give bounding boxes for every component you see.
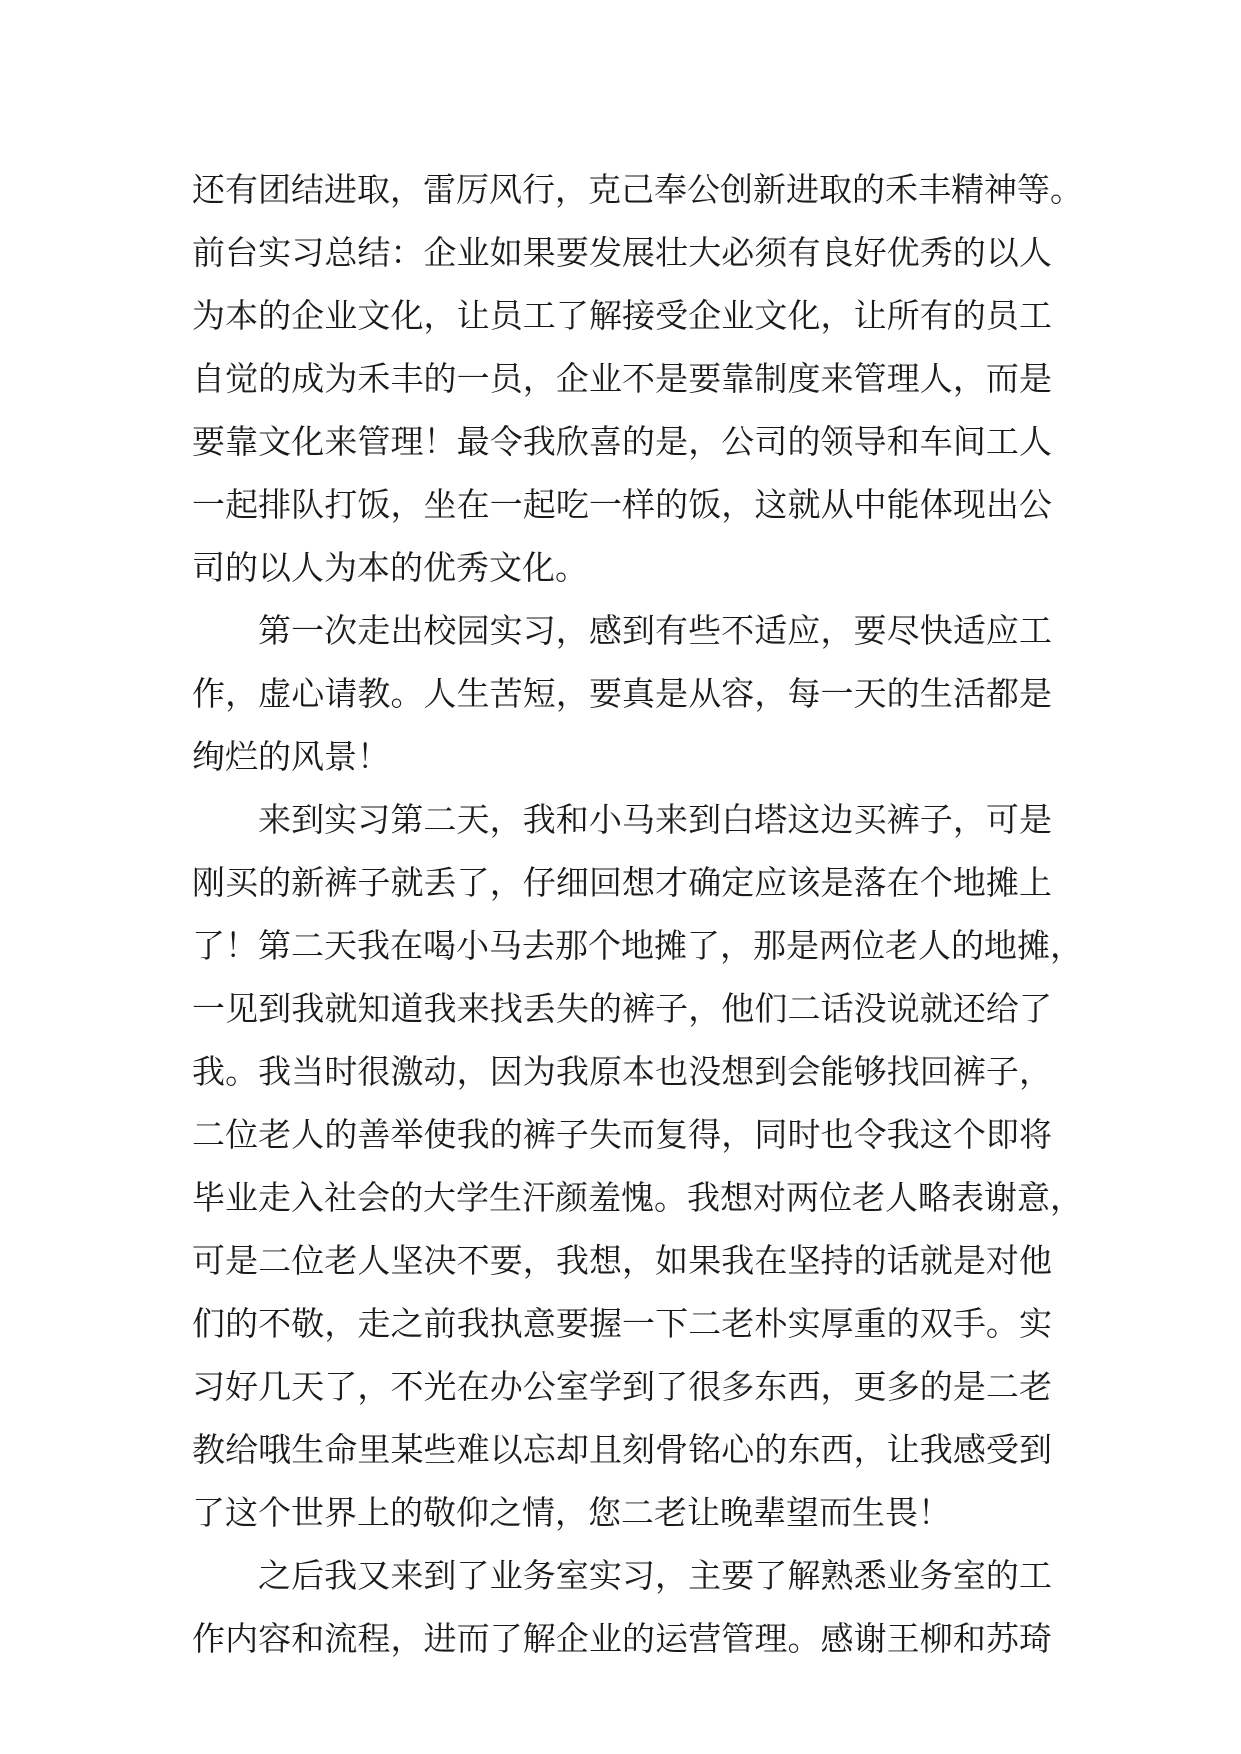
paragraph-1 (192, 158, 1083, 599)
text-line: 习好几天了，不光在办公室学到了很多东西，更多的是二老 (192, 1367, 1052, 1406)
text-line: 了！第二天我在喝小马去那个地摊了，那是两位老人的地摊， (192, 926, 1083, 965)
text-line: 作内容和流程，进而了解企业的运营管理。感谢王柳和苏琦 (192, 1619, 1052, 1658)
text-line: 之后我又来到了业务室实习，主要了解熟悉业务室的工 (258, 1556, 1052, 1595)
paragraph-3 (192, 788, 1083, 1544)
text-line: 司的以人为本的优秀文化。 (192, 548, 588, 587)
text-line: 毕业走入社会的大学生汗颜羞愧。我想对两位老人略表谢意， (192, 1178, 1083, 1217)
paragraph-4 (192, 1544, 1052, 1670)
text-line: 一见到我就知道我来找丢失的裤子，他们二话没说就还给了 (192, 989, 1052, 1028)
text-line: 一起排队打饭，坐在一起吃一样的饭，这就从中能体现出公 (192, 485, 1052, 524)
text-line: 我。我当时很激动，因为我原本也没想到会能够找回裤子， (192, 1052, 1052, 1091)
text-line: 第一次走出校园实习，感到有些不适应，要尽快适应工 (258, 611, 1052, 650)
text-line: 刚买的新裤子就丢了，仔细回想才确定应该是落在个地摊上 (192, 863, 1052, 902)
text-line: 来到实习第二天，我和小马来到白塔这边买裤子，可是 (258, 800, 1052, 839)
text-line: 作，虚心请教。人生苦短，要真是从容，每一天的生活都是 (192, 674, 1052, 713)
text-line: 们的不敬，走之前我执意要握一下二老朴实厚重的双手。实 (192, 1304, 1052, 1343)
text-line: 要靠文化来管理！最令我欣喜的是，公司的领导和车间工人 (192, 422, 1052, 461)
paragraph-2 (192, 599, 1052, 788)
text-line: 二位老人的善举使我的裤子失而复得，同时也令我这个即将 (192, 1115, 1052, 1154)
text-line: 还有团结进取，雷厉风行，克己奉公创新进取的禾丰精神等。 (192, 170, 1083, 209)
text-line: 教给哦生命里某些难以忘却且刻骨铭心的东西，让我感受到 (192, 1430, 1052, 1469)
text-line: 为本的企业文化，让员工了解接受企业文化，让所有的员工 (192, 296, 1052, 335)
text-line: 绚烂的风景！ (192, 737, 390, 776)
body-text (192, 158, 1083, 1670)
text-line: 了这个世界上的敬仰之情，您二老让晚辈望而生畏！ (192, 1493, 951, 1532)
text-line: 可是二位老人坚决不要，我想，如果我在坚持的话就是对他 (192, 1241, 1052, 1280)
text-line: 自觉的成为禾丰的一员，企业不是要靠制度来管理人，而是 (192, 359, 1052, 398)
text-line: 前台实习总结：企业如果要发展壮大必须有良好优秀的以人 (192, 233, 1052, 272)
